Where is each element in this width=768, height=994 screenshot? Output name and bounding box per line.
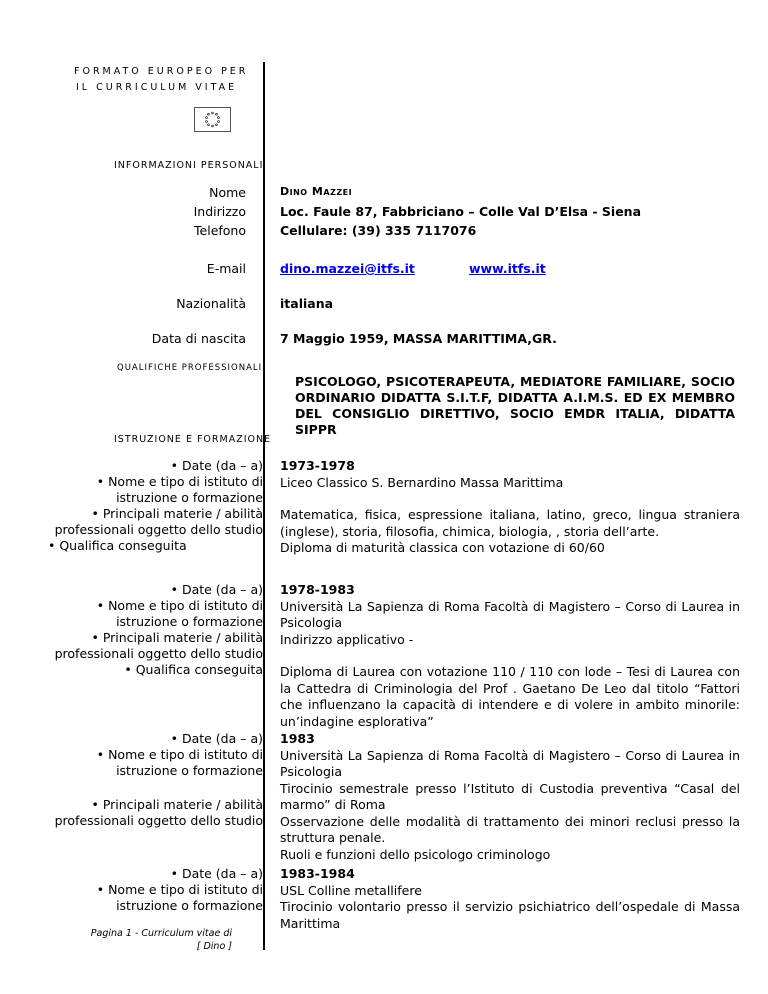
entry-4-labels [43,866,263,914]
qualification-label: • Qualifica conseguita [124,662,263,677]
entry-subjects: Matematica, fisica, espressione italiana, latino, greco, lingua straniera (inglese), storia, filosofia, chimica, biologia, , storia dell’arte. [280,507,740,539]
institution-label: • Nome e tipo di istituto di istruzione o formazione [96,747,263,778]
date-label: • Date (da – a) [170,866,263,881]
address-value: Loc. Faule 87, Fabbriciano – Colle Val D’Elsa - Siena [280,204,642,219]
entry-3-subjects-label [43,797,263,829]
website-link[interactable]: www.itfs.it [469,261,546,276]
name-value: Dino Mazzei [280,185,353,198]
nationality-value: italiana [280,296,334,311]
institution-label: • Nome e tipo di istituto di istruzione o formazione [96,598,263,629]
email-link[interactable]: dino.mazzei@itfs.it [280,261,415,276]
phone-label: Telefono [194,223,246,238]
name-label: Nome [209,185,246,200]
footer-line-1: Pagina 1 - Curriculum vitae di [90,928,232,939]
date-label: • Date (da – a) [170,731,263,746]
entry-2-values [280,582,740,730]
date-label: • Date (da – a) [170,458,263,473]
entry-subjects-2: Ruoli e funzioni dello psicologo criminologo [280,846,551,862]
entry-qualification: Diploma di Laurea con votazione 110 / 110 con lode – Tesi di Laurea con la Cattedra di Criminologia del Prof . Gaetano De Leo dal titolo “Fattori che influenzano la capacità di intendere e di volere in ambito minorile: un’indagine esplorativa” [280,664,740,729]
entry-date: 1983-1984 [280,866,355,881]
entry-qualification: Diploma di maturità classica con votazione di 60/60 [280,540,605,555]
entry-1-labels [43,458,263,538]
title-line-1: FORMATO EUROPEO PER [74,66,249,77]
entry-3-values [280,731,740,863]
phone-value: Cellulare: (39) 335 7117076 [280,223,477,238]
subjects-label: • Principali materie / abilità professionali oggetto dello studio [54,797,263,828]
qualifications-heading: QUALIFICHE PROFESSIONALI [117,363,263,373]
footer-line-2: [ Dino ] [196,941,232,952]
birth-value: 7 Maggio 1959, MASSA MARITTIMA,GR. [280,331,557,346]
page-footer [90,927,232,953]
entry-date: 1983 [280,731,315,746]
nationality-label: Nazionalità [176,296,246,311]
entry-3-labels [43,731,263,779]
entry-subjects: Osservazione delle modalità di trattamento dei minori reclusi presso la struttura penale. [280,813,740,845]
entry-internship: Tirocinio volontario presso il servizio psichiatrico dell’ospedale di Massa Marittima [280,899,740,931]
subjects-label: • Principali materie / abilità professionali oggetto dello studio [54,630,263,661]
entry-date: 1973-1978 [280,458,355,473]
entry-4-values [280,866,740,932]
entry-2-labels [43,582,263,678]
address-label: Indirizzo [193,204,246,219]
entry-1-values [280,458,740,557]
email-label: E-mail [206,261,246,276]
qualifications-text: PSICOLOGO, PSICOTERAPEUTA, MEDIATORE FAMILIARE, SOCIO ORDINARIO DIDATTA S.I.T.F, DIDATTA A.I.M.S. ED EX MEMBRO DEL CONSIGLIO DIRETTIVO, SOCIO EMDR ITALIA, DIDATTA SIPPR [295,374,735,437]
entry-institution: Università La Sapienza di Roma Facoltà di Magistero – Corso di Laurea in Psicologia [280,598,740,630]
entry-internship: Tirocinio semestrale presso l’Istituto di Custodia preventiva “Casal del marmo” di Roma [280,780,740,812]
date-label: • Date (da – a) [170,582,263,597]
entry-institution: Liceo Classico S. Bernardino Massa Marittima [280,474,564,490]
subjects-label: • Principali materie / abilità professionali oggetto dello studio [54,506,263,537]
institution-label: • Nome e tipo di istituto di istruzione o formazione [96,474,263,505]
entry-date: 1978-1983 [280,582,355,597]
qualification-label: • Qualifica conseguita [48,538,187,553]
personal-info-heading: INFORMAZIONI PERSONALI [114,160,264,171]
education-heading: ISTRUZIONE E FORMAZIONE [114,434,272,445]
eu-flag-icon [194,107,231,132]
entry-subjects: Indirizzo applicativo - [280,631,414,647]
title-line-2: IL CURRICULUM VITAE [76,82,238,93]
institution-label: • Nome e tipo di istituto di istruzione o formazione [96,882,263,913]
entry-institution: Università La Sapienza di Roma Facoltà di Magistero – Corso di Laurea in Psicologia [280,747,740,779]
entry-institution: USL Colline metallifere [280,882,422,898]
column-divider [263,62,265,950]
birth-label: Data di nascita [151,331,246,346]
cv-format-title [74,64,248,96]
